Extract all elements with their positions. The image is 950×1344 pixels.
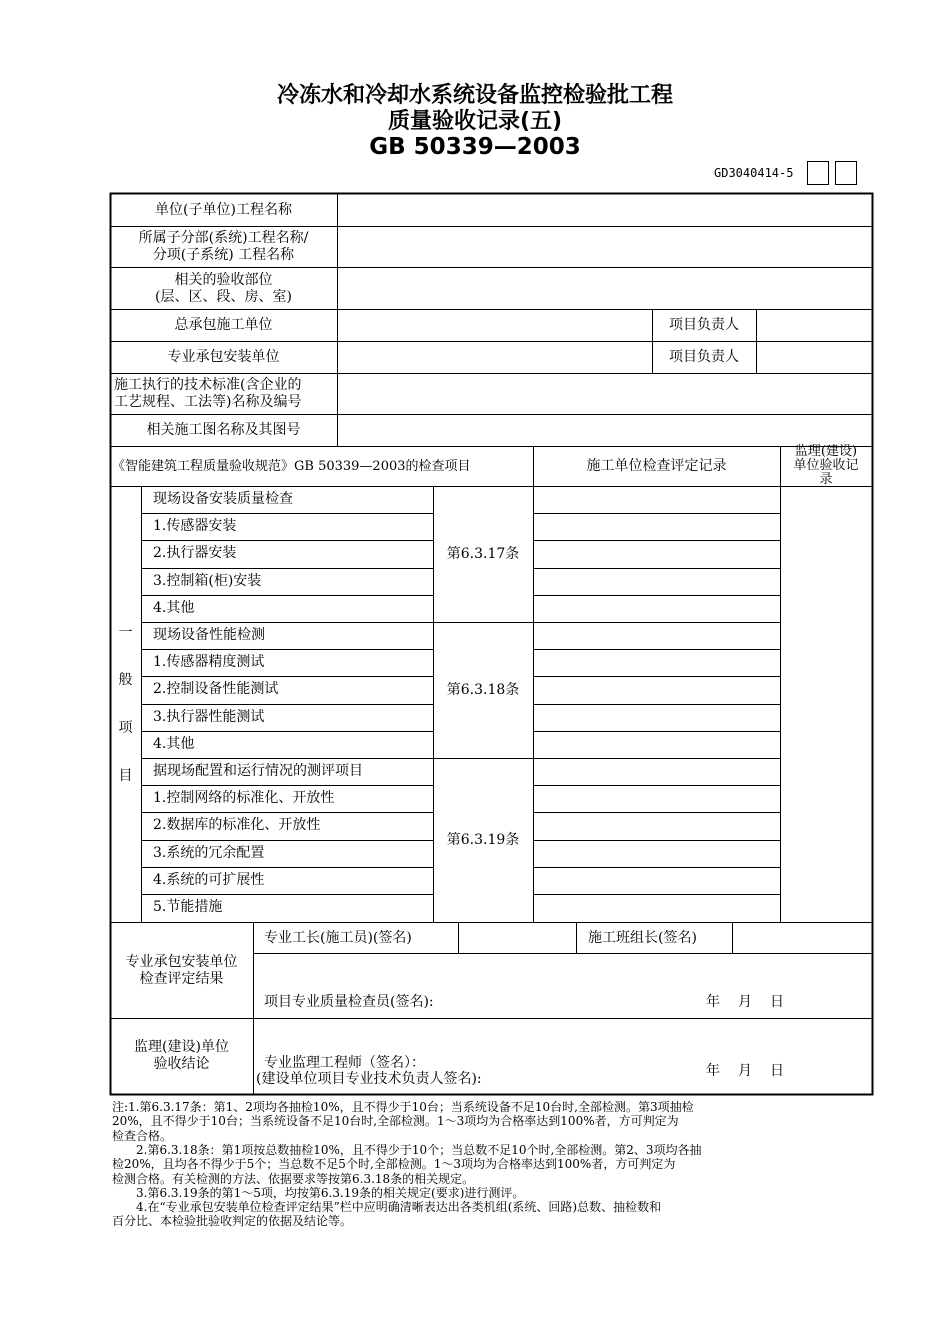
foreman-label: 专业工长(施工员)(签名) [264,930,412,946]
construction-record-cell[interactable] [535,597,778,621]
drawing-field[interactable] [339,416,870,445]
note-line: 百分比、本检验批验收判定的依据及结论等。 [112,1214,353,1229]
standard-field[interactable] [339,375,870,413]
clause-6-3-18: 第6.3.18条 [446,682,520,698]
item-row-label: 1.传感器精度测试 [153,654,265,671]
category-char-4: 目 [118,768,133,784]
project-leader-field-1[interactable] [758,311,870,340]
general-contractor-label: 总承包施工单位 [174,317,273,333]
category-char-2: 般 [118,672,133,688]
item-row-label: 1.控制网络的标准化、开放性 [153,790,335,807]
item-group-heading: 据现场配置和运行情况的测评项目 [153,763,363,779]
specialty-result-label-2: 检查评定结果 [139,971,224,987]
supervision-year-label: 年 [706,1063,720,1079]
supervision-day-label: 日 [770,1063,784,1079]
construction-record-cell[interactable] [535,733,778,757]
inspection-part-label-1: 相关的验收部位 [174,272,273,288]
note-line: 检20%，且均各不得少于5个；当总数不足5个时,全部检测。1～3项均为合格率达到100%者，方可判定为 [112,1157,676,1172]
note-line: 2.第6.3.18条：第1项按总数抽检10%，且不得少于10个；当总数不足10个时,全部检测。第2、3项均各抽 [112,1142,702,1157]
project-leader-label-1: 项目负责人 [669,317,739,333]
standard-label-1: 施工执行的技术标准(含企业的 [114,377,302,393]
construction-record-cell[interactable] [535,842,778,866]
specialty-contractor-label: 专业承包安装单位 [167,349,280,365]
clause-6-3-19: 第6.3.19条 [446,832,520,848]
item-row-label: 3.系统的冗余配置 [153,844,265,861]
construction-record-cell[interactable] [535,515,778,539]
construction-record-cell[interactable] [535,814,778,838]
construction-record-cell[interactable] [535,651,778,675]
supervision-result-label-2: 验收结论 [153,1056,210,1072]
construction-record-header: 施工单位检查评定记录 [586,458,727,474]
specialty-result-label-1: 专业承包安装单位 [125,954,238,970]
item-row-label: 2.执行器安装 [153,545,237,562]
specialty-year-label: 年 [706,994,720,1010]
supervision-engineer-label: 专业监理工程师（签名）： [264,1055,425,1071]
item-row-label: 1.传感器安装 [153,518,237,535]
sub-project-label-1: 所属子分部(系统)工程名称/ [138,230,309,246]
supervision-header-2: 单位验收记 [793,458,859,473]
construction-record-cell[interactable] [535,542,778,566]
inspection-part-field[interactable] [339,269,870,308]
category-char-3: 项 [118,720,133,736]
note-line: 3.第6.3.19条的第1～5项，均按第6.3.19条的相关规定(要求)进行测评。 [112,1185,525,1200]
unit-project-label: 单位(子单位)工程名称 [155,202,292,218]
note-line: 注:1.第6.3.17条：第1、2项均各抽检10%，且不得少于10台；当系统设备不足10台时,全部检测。第3项抽检 [112,1100,694,1114]
construction-record-cell[interactable] [535,760,778,784]
unit-project-field[interactable] [339,196,870,225]
form-standard-code: GB 50339—2003 [369,134,581,160]
item-row-label: 3.执行器性能测试 [153,708,265,725]
note-line: 20%，且不得少于10台；当系统设备不足10台时,全部检测。1～3项均为合格率达到100%者，方可判定为 [112,1114,679,1129]
specialty-month-label: 月 [738,994,752,1010]
construction-record-cell[interactable] [535,678,778,702]
construction-record-cell[interactable] [535,896,778,920]
clause-6-3-17: 第6.3.17条 [446,546,520,562]
item-row-label: 4.系统的可扩展性 [153,871,265,888]
supervision-header-3: 录 [819,472,833,487]
construction-record-cell[interactable] [535,706,778,730]
form-code: GD3040414-5 [714,166,794,180]
item-group-heading: 现场设备安装质量检查 [153,491,293,507]
specialty-day-label: 日 [770,994,784,1010]
item-row-label: 3.控制箱(柜)安装 [153,572,262,589]
supervision-month-label: 月 [738,1063,752,1079]
form-title-line2: 质量验收记录(五) [387,109,563,134]
construction-record-cell[interactable] [535,869,778,893]
project-leader-label-2: 项目负责人 [669,349,739,365]
supervision-header-1: 监理(建设) [794,444,858,459]
construction-record-cell[interactable] [535,570,778,594]
construction-record-cell[interactable] [535,624,778,648]
item-row-label: 4.其他 [153,735,195,752]
supervision-record-field[interactable] [782,488,870,920]
construction-record-cell[interactable] [535,787,778,811]
item-row-label: 2.数据库的标准化、开放性 [153,817,321,834]
sub-project-label-2: 分项(子系统) 工程名称 [152,247,295,263]
item-row-label: 5.节能措施 [153,899,223,915]
note-line: 4.在“专业承包安装单位检查评定结果”栏中应明确清晰表达出各类机组(系统、回路)总数、抽检数和 [112,1200,662,1215]
form-title-line1: 冷冻水和冷却水系统设备监控检验批工程 [276,83,673,108]
team-leader-signature-field[interactable] [734,924,870,952]
team-leader-label: 施工班组长(签名) [588,930,697,946]
note-line: 检查合格。 [112,1128,173,1143]
foreman-signature-field[interactable] [460,924,575,952]
inspection-part-label-2: (层、区、段、房、室) [155,289,292,305]
supervision-result-label-1: 监理(建设)单位 [134,1039,229,1055]
note-line: 检测合格。有关检测的方法、依据要求等按第6.3.18条的相关规定。 [112,1171,475,1186]
item-row-label: 2.控制设备性能测试 [153,681,279,698]
construction-record-cell[interactable] [535,488,778,512]
drawing-label: 相关施工图名称及其图号 [146,422,301,438]
owner-representative-label: (建设单位项目专业技术负责人签名): [256,1071,482,1087]
inspector-label: 项目专业质量检查员(签名): [264,994,434,1010]
standard-label-2: 工艺规程、工法等)名称及编号 [114,394,302,410]
general-contractor-field[interactable] [339,311,651,340]
item-row-label: 4.其他 [153,599,195,616]
category-char-1: 一 [118,625,133,641]
specialty-contractor-field[interactable] [339,343,651,372]
item-group-heading: 现场设备性能检测 [153,627,265,643]
project-leader-field-2[interactable] [758,343,870,372]
items-column-header: 《智能建筑工程质量验收规范》GB 50339—2003的检查项目 [112,459,471,474]
sub-project-field[interactable] [339,228,870,266]
